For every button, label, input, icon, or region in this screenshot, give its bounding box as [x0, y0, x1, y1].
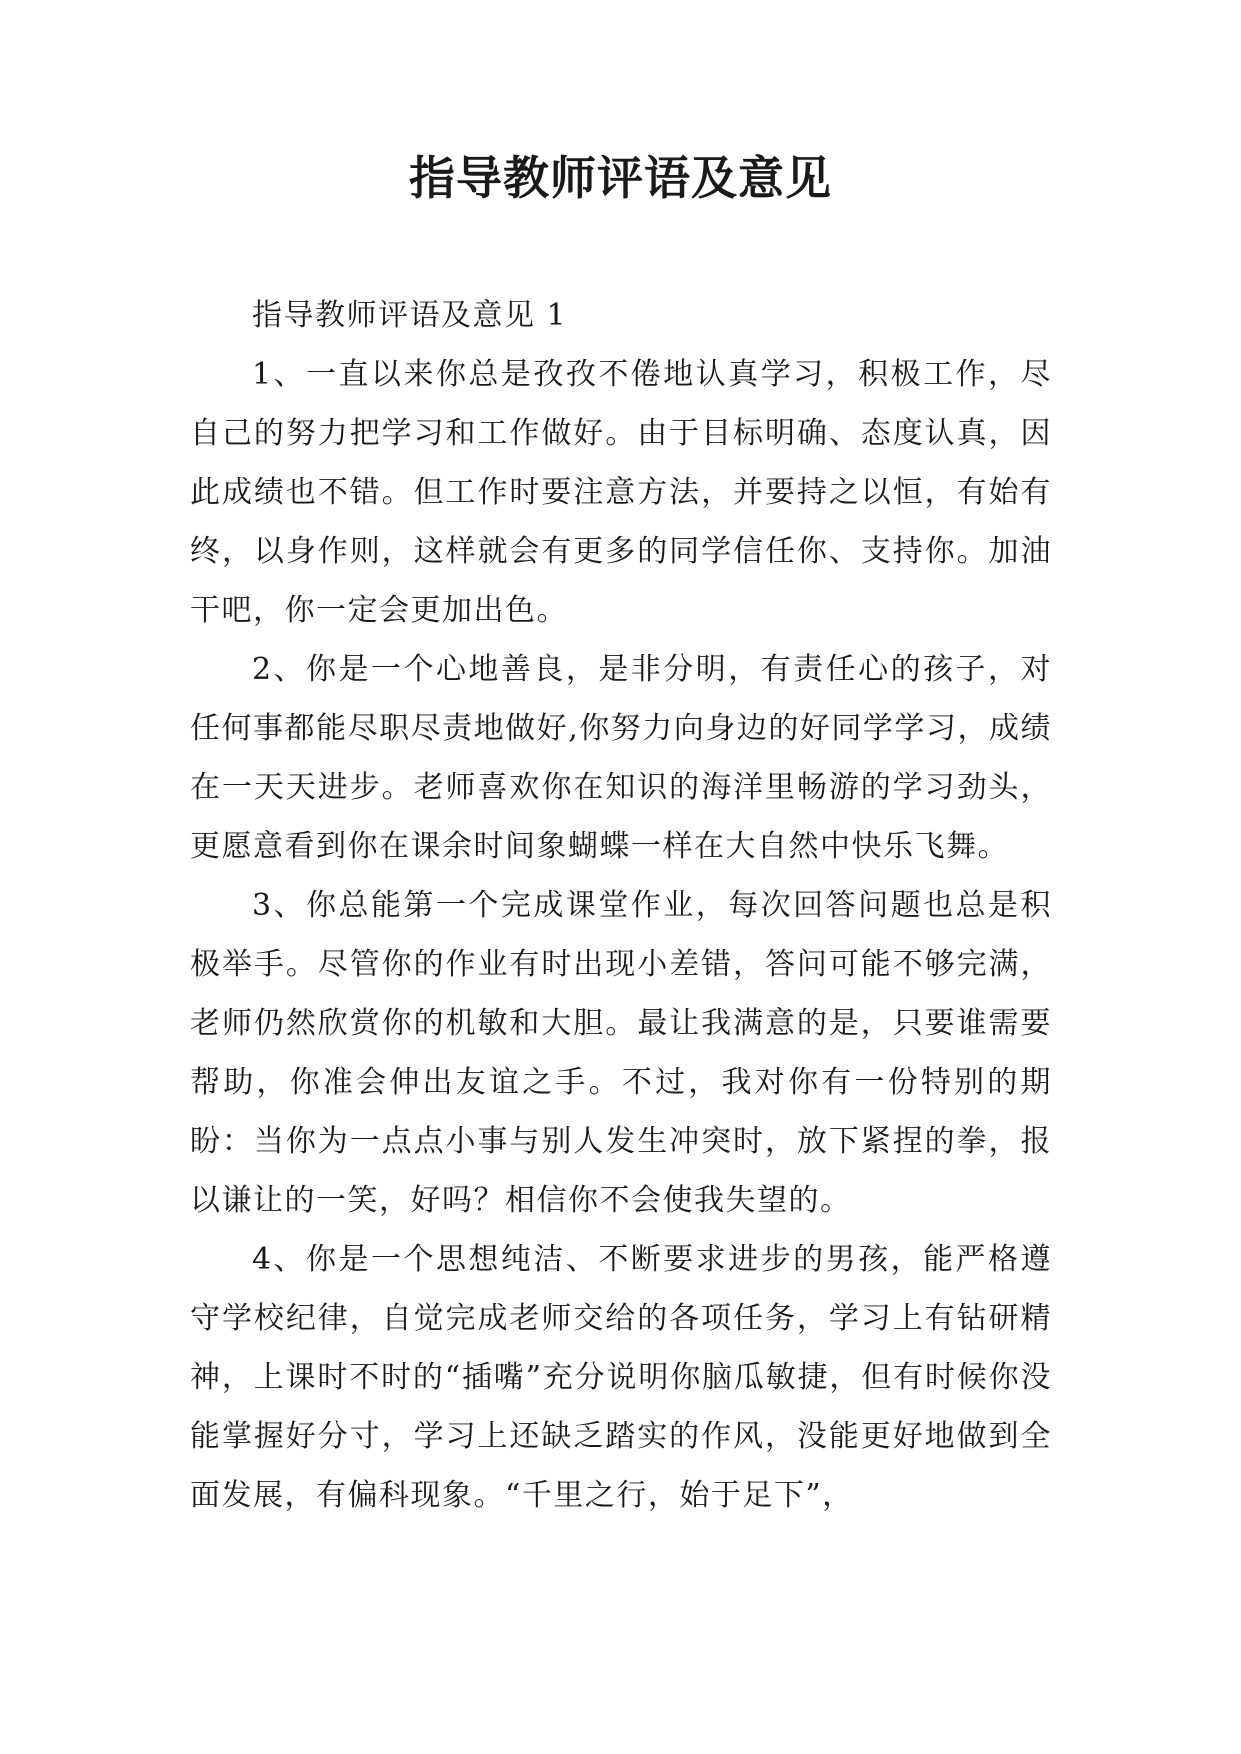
paragraph-3: 3、你总能第一个完成课堂作业，每次回答问题也总是积极举手。尽管你的作业有时出现小差错，答问可能不够完满，老师仍然欣赏你的机敏和大胆。最让我满意的是，只要谁需要帮助，你准会伸出友谊之手。不过，我对你有一份特别的期盼：当你为一点点小事与别人发生冲突时，放下紧捏的拳，报以谦让的一笑，好吗？相信你不会使我失望的。 [190, 888, 1052, 1218]
section-heading: 指导教师评语及意见 1 [252, 298, 568, 333]
paragraph-1: 1、一直以来你总是孜孜不倦地认真学习，积极工作，尽自己的努力把学习和工作做好。由于目标明确、态度认真，因此成绩也不错。但工作时要注意方法，并要持之以恒，有始有终，以身作则，这样就会有更多的同学信任你、支持你。加油干吧，你一定会更加出色。 [190, 357, 1052, 628]
document-body [190, 286, 1052, 1525]
paragraph-2: 2、你是一个心地善良，是非分明，有责任心的孩子，对任何事都能尽职尽责地做好,你努力向身边的好同学学习，成绩在一天天进步。老师喜欢你在知识的海洋里畅游的学习劲头，更愿意看到你在课余时间象蝴蝶一样在大自然中快乐飞舞。 [190, 652, 1052, 864]
paragraph-4: 4、你是一个思想纯洁、不断要求进步的男孩，能严格遵守学校纪律，自觉完成老师交给的各项任务，学习上有钻研精神，上课时不时的“插嘴”充分说明你脑瓜敏捷，但有时候你没能掌握好分寸，学习上还缺乏踏实的作风，没能更好地做到全面发展，有偏科现象。“千里之行，始于足下”， [190, 1242, 1052, 1513]
document-title: 指导教师评语及意见 [409, 151, 832, 205]
